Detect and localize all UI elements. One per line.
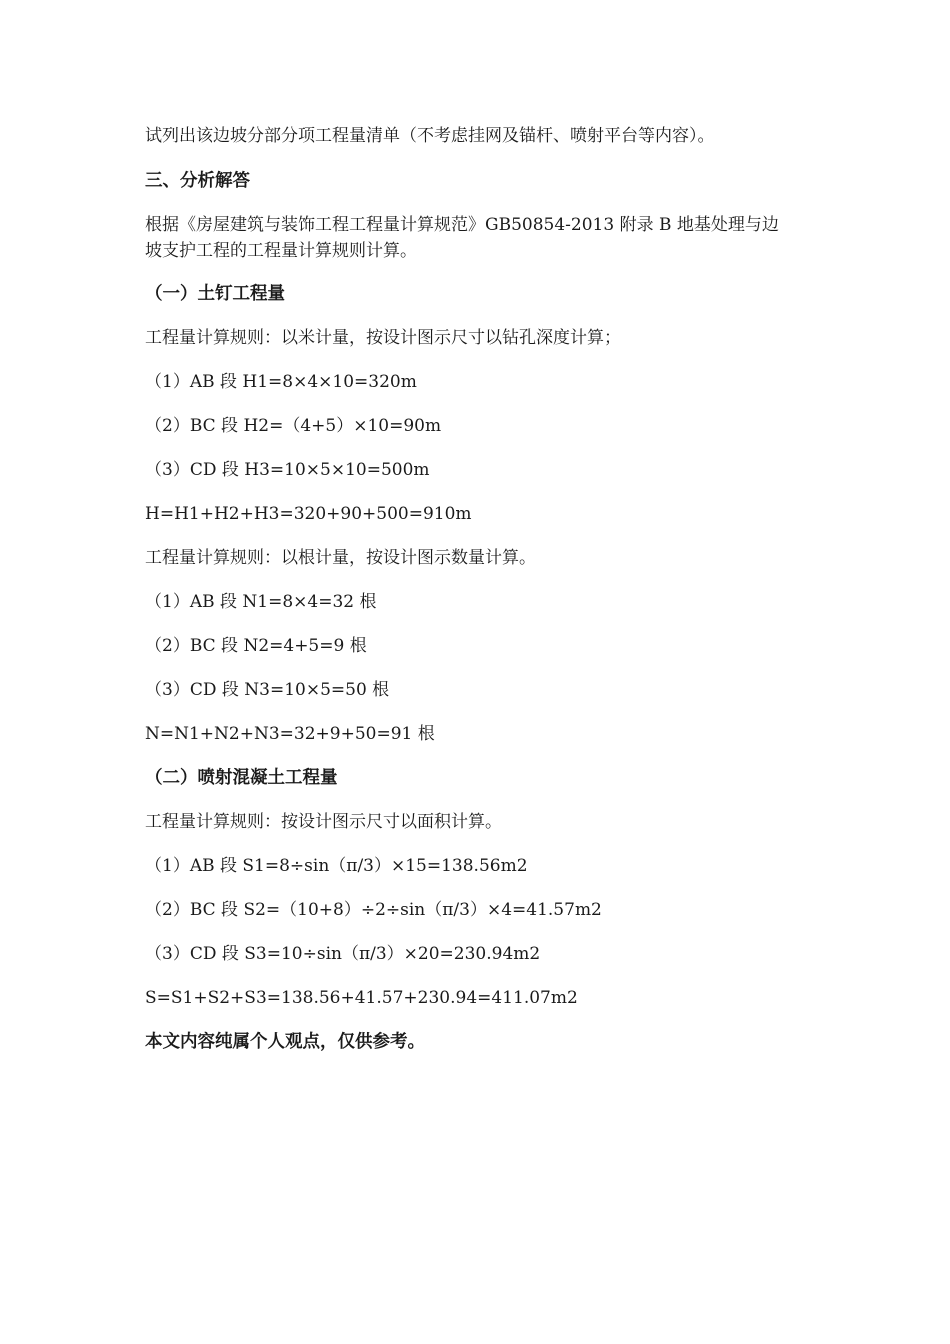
length-item-cd: （3）CD 段 H3=10×5×10=500m [145, 460, 430, 480]
count-item-bc: （2）BC 段 N2=4+5=9 根 [145, 636, 367, 656]
area-total: S=S1+S2+S3=138.56+41.57+230.94=411.07m2 [145, 988, 578, 1008]
length-item-bc: （2）BC 段 H2=（4+5）×10=90m [145, 416, 442, 436]
section1-title: （一）土钉工程量 [145, 284, 285, 304]
length-total: H=H1+H2+H3=320+90+500=910m [145, 504, 472, 524]
area-item-bc: （2）BC 段 S2=（10+8）÷2÷sin（π/3）×4=41.57m2 [145, 900, 602, 920]
heading-analysis: 三、分析解答 [145, 171, 250, 191]
disclaimer: 本文内容纯属个人观点，仅供参考。 [145, 1032, 425, 1052]
basis-text-line-1: 根据《房屋建筑与装饰工程工程量计算规范》GB50854-2013 附录 B 地基处理与边 [145, 215, 779, 235]
intro-text: 试列出该边坡分部分项工程量清单（不考虑挂网及锚杆、喷射平台等内容）。 [145, 126, 715, 146]
area-item-cd: （3）CD 段 S3=10÷sin（π/3）×20=230.94m2 [145, 944, 541, 964]
count-item-ab: （1）AB 段 N1=8×4=32 根 [145, 592, 377, 612]
count-item-cd: （3）CD 段 N3=10×5=50 根 [145, 680, 390, 700]
basis-text-line-2: 坡支护工程的工程量计算规则计算。 [145, 241, 417, 261]
length-item-ab: （1）AB 段 H1=8×4×10=320m [145, 372, 417, 392]
section1-rule-length: 工程量计算规则：以米计量，按设计图示尺寸以钻孔深度计算； [145, 328, 621, 348]
section2-rule-area: 工程量计算规则：按设计图示尺寸以面积计算。 [145, 812, 502, 832]
section1-rule-count: 工程量计算规则：以根计量，按设计图示数量计算。 [145, 548, 536, 568]
section2-title: （二）喷射混凝土工程量 [145, 768, 338, 788]
count-total: N=N1+N2+N3=32+9+50=91 根 [145, 724, 435, 744]
area-item-ab: （1）AB 段 S1=8÷sin（π/3）×15=138.56m2 [145, 856, 528, 876]
